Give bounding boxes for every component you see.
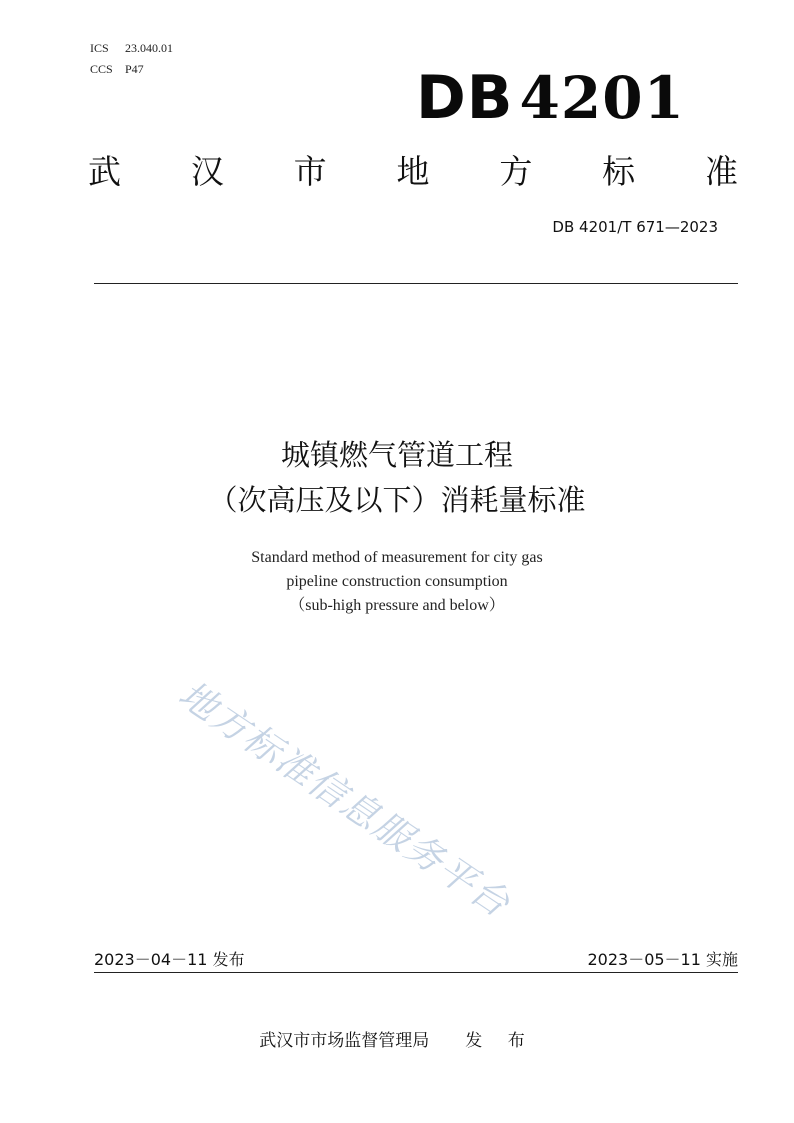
standard-type-char: 准 <box>704 152 738 191</box>
title-zh-line2: （次高压及以下）消耗量标准 <box>208 483 586 517</box>
title-zh-line1: 城镇燃气管道工程 <box>280 438 513 472</box>
db-logo-number: 4201 <box>519 64 685 132</box>
standard-type-char: 地 <box>396 152 430 191</box>
bottom-divider <box>94 972 738 973</box>
title-en-line3: （sub-high pressure and below） <box>289 597 505 614</box>
db-logo-prefix: DB <box>416 63 514 133</box>
issuer-name: 武汉市市场监督管理局 <box>259 1031 430 1051</box>
issuer-action: 发 布 <box>465 1031 535 1051</box>
ccs-code <box>90 59 173 80</box>
publish-date: 2023－04－11 发布 <box>94 950 245 969</box>
standard-type-char: 标 <box>602 152 636 191</box>
standard-type-char: 市 <box>293 152 327 191</box>
standard-number: DB 4201/T 671—2023 <box>552 218 718 236</box>
issuer-line <box>0 1026 794 1051</box>
ics-value: 23.040.01 <box>125 41 173 55</box>
standard-type-char: 武 <box>88 152 121 191</box>
classification-codes <box>90 38 173 80</box>
title-en-line1: Standard method of measurement for city gas <box>251 549 543 566</box>
standard-type-char: 汉 <box>190 152 224 191</box>
watermark: 地方标准信息服务平台 <box>170 672 519 927</box>
ccs-value: P47 <box>125 62 144 76</box>
db-logo <box>416 63 685 133</box>
ccs-label: CCS <box>90 62 113 76</box>
ics-label: ICS <box>90 41 109 55</box>
top-divider <box>94 283 738 284</box>
ics-code <box>90 38 173 59</box>
standard-type-char: 方 <box>499 152 533 191</box>
standard-type-heading <box>88 152 738 192</box>
implement-date: 2023－05－11 实施 <box>587 950 738 969</box>
title-en-line2: pipeline construction consumption <box>286 573 508 590</box>
